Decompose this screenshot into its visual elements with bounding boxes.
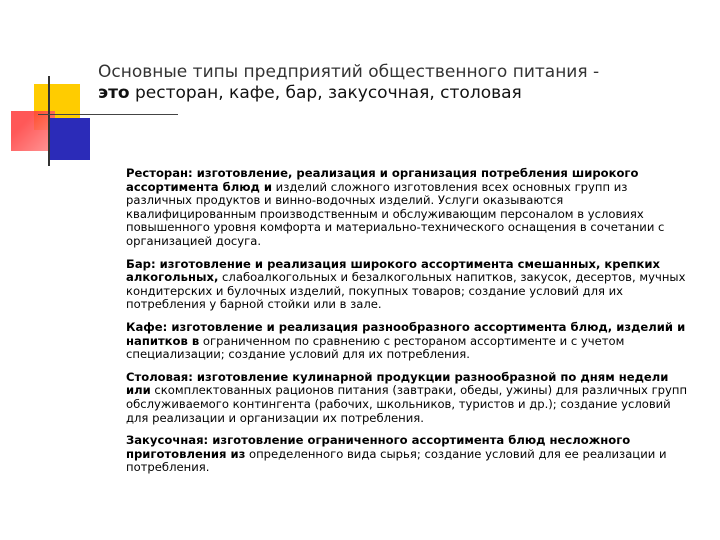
title-line-2-rest: ресторан, кафе, бар, закусочная, столовая bbox=[129, 83, 522, 103]
paragraph-text: ограниченном по сравнению с рестораном ассортименте и с учетом специализации; создание условий для их потребления. bbox=[126, 333, 625, 362]
paragraph-bold: Закусочная: изготовление ограниченного ассортимента блюд несложного приготовления из bbox=[126, 433, 631, 461]
title-line-1: Основные типы предприятий общественного питания - bbox=[98, 62, 600, 82]
decor-horizontal-line bbox=[38, 114, 178, 115]
paragraph-bold: Ресторан: изготовление, реализация и организация потребления широкого ассортимента блюд и bbox=[126, 166, 639, 194]
paragraph-bold: Кафе: изготовление и реализация разнообразного ассортимента блюд, изделий и напитков в bbox=[126, 319, 686, 348]
paragraph-text: скомплектованных рационов питания (завтраки, обеды, ужины) для различных групп обслуживаемого контингента (рабочих, школьников, туристов и др.); создание условий для реализации и организации их потребления. bbox=[126, 383, 688, 425]
decor-blue-square bbox=[50, 118, 90, 160]
paragraph-snackbar bbox=[126, 434, 694, 475]
paragraph-text: изделий сложного изготовления всех основных групп из различных продуктов и винно-водочных изделий. Услуги оказываются квалифицированным производственным и обслуживающим персоналом в условиях повышенного уровня комфорта и материально-технического оснащения в сочетании с организацией досуга. bbox=[126, 179, 665, 248]
paragraph-text: определенного вида сырья; создание условий для ее реализации и потребления. bbox=[126, 446, 667, 475]
paragraph-canteen bbox=[126, 371, 694, 425]
title-line-2-bold: это bbox=[98, 83, 130, 103]
decor-vertical-line bbox=[48, 76, 50, 166]
paragraph-text: слабоалкогольных и безалкогольных напитков, закусок, десертов, мучных кондитерских и булочных изделий, покупных товаров; создание условий для их потребления у барной стойки или в зале. bbox=[126, 270, 686, 312]
paragraph-bold: Столовая: изготовление кулинарной продукции разнообразной по дням недели или bbox=[126, 369, 669, 398]
paragraph-bar bbox=[126, 258, 694, 312]
paragraph-cafe bbox=[126, 321, 694, 362]
paragraph-bold: Бар: изготовление и реализация широкого ассортимента смешанных, крепких алкогольных, bbox=[126, 256, 660, 285]
paragraph-restaurant bbox=[126, 167, 694, 249]
title-line-2 bbox=[98, 83, 698, 104]
slide-body bbox=[126, 167, 694, 484]
slide-title bbox=[98, 62, 698, 104]
